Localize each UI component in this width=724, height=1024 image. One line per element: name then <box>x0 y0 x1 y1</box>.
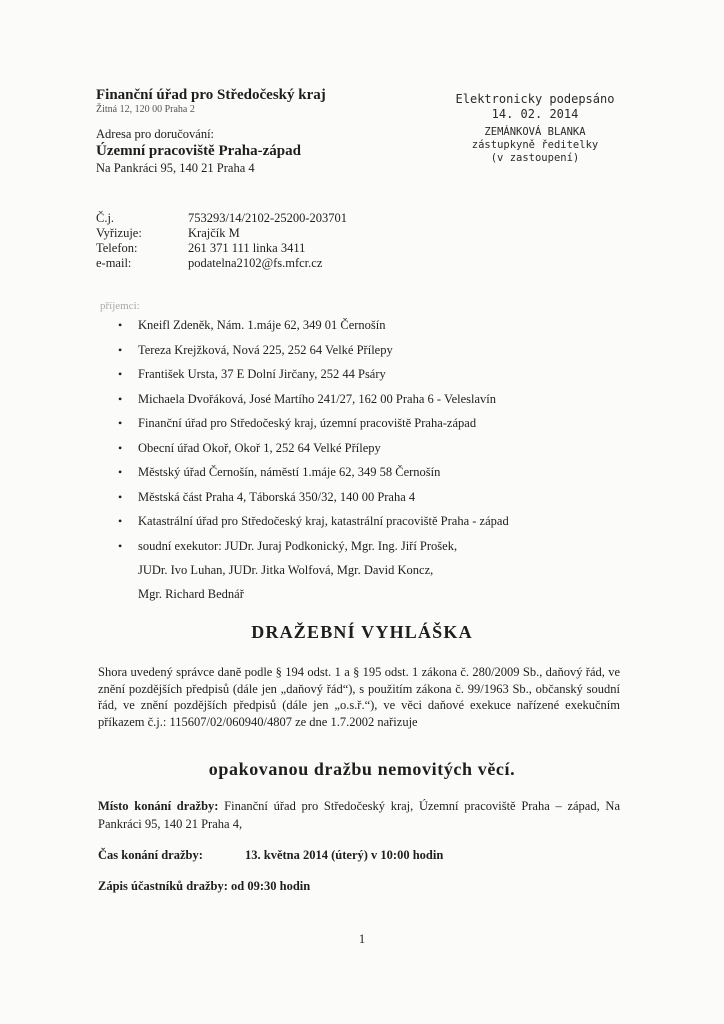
recipient-text: Katastrální úřad pro Středočeský kraj, katastrální pracoviště Praha - západ <box>138 514 509 528</box>
list-item <box>114 315 634 340</box>
bullet-icon: • <box>118 318 123 332</box>
auction-place-value: Finanční úřad pro Středočeský kraj, Územní pracoviště Praha – západ, Na Pankráci 95, 140 21 Praha 4, <box>98 799 620 831</box>
ref-value: 753293/14/2102-25200-203701 <box>188 211 348 225</box>
list-item <box>114 340 634 365</box>
intro-paragraph: Shora uvedený správce daně podle § 194 odst. 1 a § 195 odst. 1 zákona č. 280/2009 Sb., daňový řád, ve znění pozdějších předpisů (dále jen „daňový řád“), s použitím zákona č. 99/1963 Sb., občanský soudní řád, ve znění pozdějších předpisů (dále jen „o.s.ř.“), ve věci daňové exekuce nařízené exekučním příkazem č.j.: 115607/02/060940/4807 ze dne 1.7.2002 nařizuje <box>98 665 620 729</box>
recipients-list <box>114 315 634 608</box>
ref-label: e-mail: <box>96 256 132 270</box>
bullet-icon: • <box>118 391 123 406</box>
ref-value: podatelna2102@fs.mfcr.cz <box>188 256 323 270</box>
recipient-text: Michaela Dvořáková, José Martího 241/27, 162 00 Praha 6 - Veleslavín <box>138 391 497 406</box>
recipient-continuation: JUDr. Ivo Luhan, JUDr. Jitka Wolfová, Mgr. David Koncz, <box>138 563 434 577</box>
ref-label: Č.j. <box>96 211 115 225</box>
list-item <box>114 413 634 438</box>
page-number: 1 <box>358 932 366 946</box>
ref-row-cj <box>96 211 347 226</box>
list-item <box>114 511 634 536</box>
bullet-icon: • <box>118 514 123 528</box>
ref-label: Telefon: <box>96 241 138 255</box>
recipient-text: Finanční úřad pro Středočeský kraj, územní pracoviště Praha-západ <box>138 416 477 430</box>
auction-time <box>98 846 443 864</box>
bullet-icon: • <box>118 416 123 430</box>
recipient-text: František Ursta, 37 E Dolní Jirčany, 252 44 Psáry <box>138 367 386 381</box>
bullet-icon: • <box>118 489 123 504</box>
reference-block <box>96 211 347 271</box>
recipient-text: soudní exekutor: JUDr. Juraj Podkonický, Mgr. Ing. Jiří Prošek, <box>138 538 458 553</box>
office-name: Finanční úřad pro Středočeský kraj <box>96 87 326 103</box>
ref-row-phone <box>96 241 347 256</box>
ref-row-handler <box>96 226 347 241</box>
list-item <box>114 462 634 487</box>
electronic-signature <box>440 92 630 165</box>
ref-value: Krajčík M <box>188 226 240 240</box>
registration-time: Zápis účastníků dražby: od 09:30 hodin <box>98 879 311 893</box>
signature-name: ZEMÁNKOVÁ BLANKA <box>484 126 586 138</box>
bullet-icon: • <box>118 465 123 479</box>
delivery-address: Na Pankráci 95, 140 21 Praha 4 <box>96 161 255 175</box>
auction-place-label: Místo konání dražby: <box>98 799 219 813</box>
delivery-name: Územní pracoviště Praha-západ <box>96 143 301 159</box>
bullet-icon: • <box>118 538 123 553</box>
list-item <box>114 364 634 389</box>
delivery-label: Adresa pro doručování: <box>96 127 215 141</box>
list-item <box>114 536 634 561</box>
signature-role: zástupkyně ředitelky <box>471 139 599 151</box>
recipient-text: Tereza Krejžková, Nová 225, 252 64 Velké Přílepy <box>138 342 393 357</box>
recipient-text: Kneifl Zdeněk, Nám. 1.máje 62, 349 01 Černošín <box>138 318 386 332</box>
list-item <box>114 487 634 512</box>
bullet-icon: • <box>118 342 123 357</box>
bullet-icon: • <box>118 367 123 381</box>
auction-time-label: Čas konání dražby: <box>98 848 203 862</box>
ref-row-email <box>96 256 347 271</box>
bullet-icon: • <box>118 440 123 455</box>
list-item <box>114 389 634 414</box>
signature-date: 14. 02. 2014 <box>491 107 579 121</box>
auction-time-value: 13. května 2014 (úterý) v 10:00 hodin <box>245 848 444 862</box>
signature-note: (v zastoupení) <box>490 152 580 164</box>
recipient-text: Městský úřad Černošín, náměstí 1.máje 62, 349 58 Černošín <box>138 465 441 479</box>
ref-label: Vyřizuje: <box>96 226 142 240</box>
sender-block <box>96 86 426 176</box>
signature-status: Elektronicky podepsáno <box>455 92 615 106</box>
office-address: Žitná 12, 120 00 Praha 2 <box>96 104 195 115</box>
ref-value: 261 371 111 linka 3411 <box>188 241 306 255</box>
auction-place <box>98 797 620 833</box>
recipient-text: Městská část Praha 4, Táborská 350/32, 140 00 Praha 4 <box>138 489 416 504</box>
recipient-continuation: Mgr. Richard Bednář <box>138 587 244 601</box>
document-title: DRAŽEBNÍ VYHLÁŠKA <box>251 622 473 642</box>
list-item <box>114 438 634 463</box>
document-subtitle: opakovanou dražbu nemovitých věcí. <box>208 759 516 779</box>
recipients-label: příjemci: <box>100 300 140 312</box>
recipient-text: Obecní úřad Okoř, Okoř 1, 252 64 Velké Přílepy <box>138 440 381 455</box>
